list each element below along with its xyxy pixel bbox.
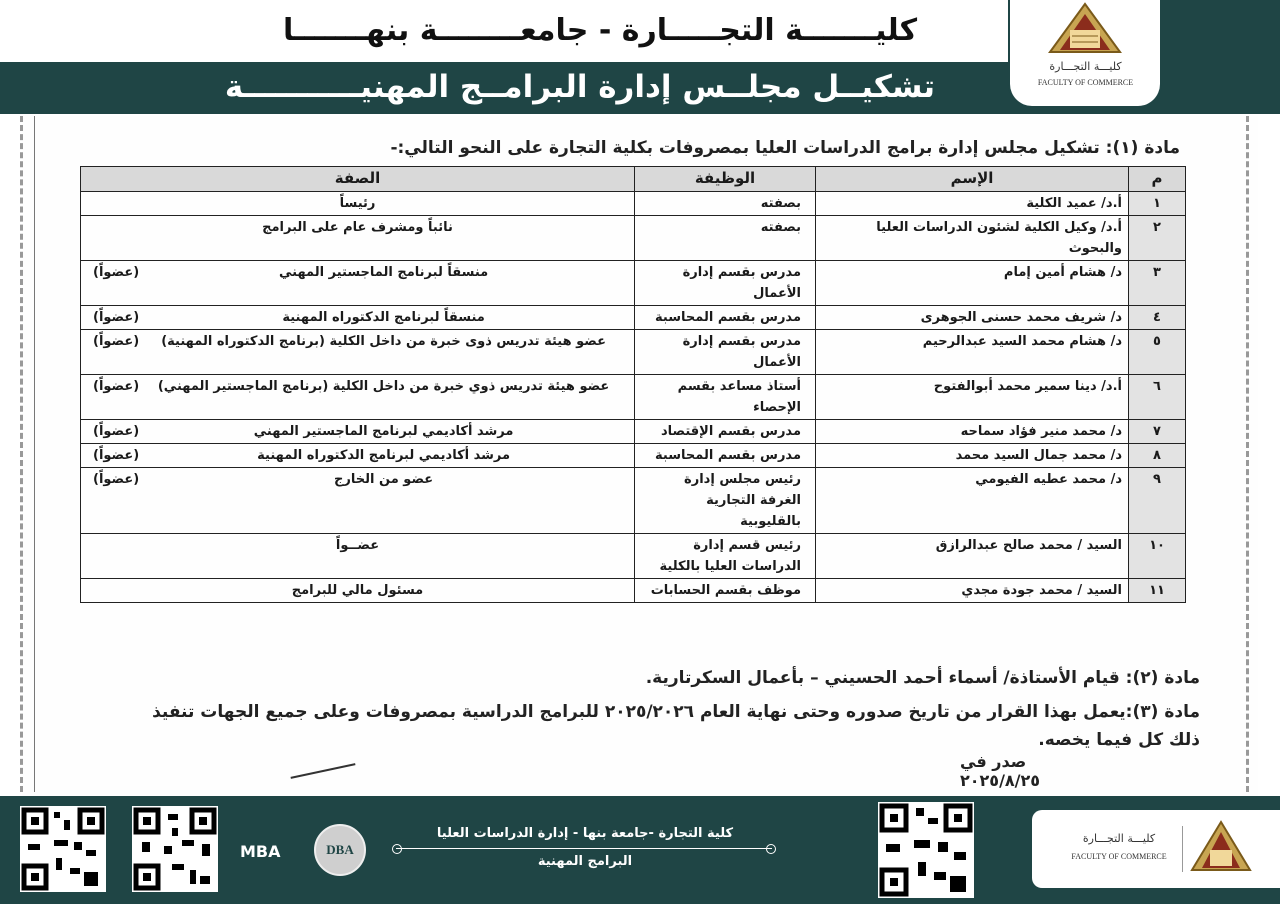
member-note: (عضواً) [93,310,140,325]
university-logo-icon [1010,0,1160,60]
row-index: ١٠ [1129,534,1186,579]
member-name: أ.د/ عميد الكلية [816,192,1129,216]
member-role-text: مسئول مالي للبرامج [291,583,424,598]
board-title: تشكيــل مجلــس إدارة البرامــج المهنيـــــــــــة [224,69,936,105]
member-role-text: عضو هيئة تدريس ذوي خبرة من داخل الكلية (برنامج الماجستير المهني) [157,379,610,394]
member-role-text: عضــواً [335,538,380,553]
col-name-header: الإسم [816,167,1129,192]
table-row [81,330,1186,375]
member-job: بصفته [635,192,816,216]
table-row [81,468,1186,534]
row-index: ٥ [1129,330,1186,375]
logo-card [1010,0,1160,106]
member-name: د/ محمد عطيه الفيومي [816,468,1129,534]
footer-card-separator [1182,826,1183,872]
member-job: مدرس بقسم الإقتصاد [635,420,816,444]
row-index: ١١ [1129,579,1186,603]
row-index: ٢ [1129,216,1186,261]
col-job-header: الوظيفة [635,167,816,192]
row-index: ٣ [1129,261,1186,306]
member-job: مدرس بقسم المحاسبة [635,306,816,330]
table-row [81,216,1186,261]
member-job: موظف بقسم الحسابات [635,579,816,603]
member-name: د/ محمد منير فؤاد سماحه [816,420,1129,444]
member-role [81,468,635,534]
paper-edge-left [20,116,23,792]
row-index: ١ [1129,192,1186,216]
article-3: مادة (٣):يعمل بهذا القرار من تاريخ صدوره وحتى نهاية العام ٢٠٢٥/٢٠٢٦ للبرامج الدراسية بمصروفات وعلى جميع الجهات تنفيذ ذلك كل فيما يخصه. [152,702,1200,750]
col-index-header: م [1129,167,1186,192]
member-role-text: منسقاً لبرنامج الدكتوراه المهنية [282,310,485,325]
member-job: بصفته [635,216,816,261]
document-margin-line [34,116,35,792]
member-name: د/ شريف محمد حسنى الجوهرى [816,306,1129,330]
logo-caption-arabic: كليـــة التجـــارة [1049,60,1122,73]
member-role [81,261,635,306]
table-row [81,420,1186,444]
member-job: مدرس بقسم إدارة الأعمال [635,330,816,375]
member-role [81,216,635,261]
article-1-intro: مادة (١): تشكيل مجلس إدارة برامج الدراسات العليا بمصروفات بكلية التجارة على النحو التالي:- [390,138,1180,158]
member-note: (عضواً) [93,379,140,394]
article-2: مادة (٢): قيام الأستاذة/ أسماء أحمد الحسيني – بأعمال السكرتارية. [645,668,1200,688]
member-role [81,579,635,603]
row-index: ٦ [1129,375,1186,420]
member-role-text: رئيساً [339,196,376,211]
member-job: رئيس مجلس إدارة الغرفة التجارية بالقليوبية [635,468,816,534]
footer-program: البرامج المهنية [537,854,633,869]
footer-logo-caption-arabic: كليـــة التجـــارة [1082,832,1156,845]
footer-divider [396,848,772,849]
university-logo-icon [1188,818,1254,876]
member-job: مدرس بقسم إدارة الأعمال [635,261,816,306]
table-row [81,375,1186,420]
divider-dot-icon [392,844,402,854]
member-name: د/ هشام محمد السيد عبدالرحيم [816,330,1129,375]
member-name: السيد / محمد جودة مجدي [816,579,1129,603]
member-role-text: منسقاً لبرنامج الماجستير المهني [279,265,489,280]
table-row [81,534,1186,579]
table-row [81,192,1186,216]
member-name: د/ هشام أمين إمام [816,261,1129,306]
member-role [81,306,635,330]
members-table [80,166,1186,603]
member-job: أستاذ مساعد بقسم الإحصاء [635,375,816,420]
row-index: ٩ [1129,468,1186,534]
qr-code-icon[interactable] [20,806,106,892]
table-row [81,306,1186,330]
member-note: (عضواً) [93,334,140,349]
member-role-text: عضو هيئة تدريس ذوى خبرة من داخل الكلية (برنامج الدكتوراه المهنية) [161,334,606,349]
row-index: ٨ [1129,444,1186,468]
college-title: كليـــــــة التجـــــارة - جامعــــــــة بنهـــــــا [282,13,918,48]
member-role [81,420,635,444]
member-job: مدرس بقسم المحاسبة [635,444,816,468]
header-corner-band [1160,0,1280,62]
member-name: السيد / محمد صالح عبدالرازق [816,534,1129,579]
member-name: أ.د/ دينا سمير محمد أبوالفتوح [816,375,1129,420]
col-role-header: الصفة [81,167,635,192]
member-role [81,375,635,420]
table-row [81,444,1186,468]
row-index: ٤ [1129,306,1186,330]
member-job: رئيس قسم إدارة الدراسات العليا بالكلية [635,534,816,579]
qr-code-icon[interactable] [878,802,974,898]
member-note: (عضواً) [93,448,140,463]
table-row [81,579,1186,603]
member-note: (عضواً) [93,424,140,439]
member-role [81,192,635,216]
member-role [81,330,635,375]
member-note: (عضواً) [93,472,140,487]
member-role-text: نائباً ومشرف عام على البرامج [262,220,453,235]
member-name: د/ محمد جمال السيد محمد [816,444,1129,468]
dba-badge: DBA [314,824,366,876]
mba-label: MBA [240,842,281,861]
member-note: (عضواً) [93,265,140,280]
row-index: ٧ [1129,420,1186,444]
members-table-body [81,192,1186,603]
issue-date: صدر في ٢٠٢٥/٨/٢٥ [960,752,1041,790]
table-row [81,261,1186,306]
logo-caption-english: FACULTY OF COMMERCE [1037,78,1134,87]
footer-logo-caption-english: FACULTY OF COMMERCE [1071,852,1167,861]
table-header-row [81,167,1186,192]
qr-code-icon[interactable] [132,806,218,892]
divider-dot-icon [766,844,776,854]
member-role-text: عضو من الخارج [334,472,434,487]
member-role [81,534,635,579]
member-name: أ.د/ وكيل الكلية لشئون الدراسات العليا والبحوث [816,216,1129,261]
member-role [81,444,635,468]
footer-address: كلية التجارة -جامعة بنها - إدارة الدراسات العليا [436,826,734,841]
paper-edge-right [1246,116,1249,792]
member-role-text: مرشد أكاديمي لبرنامج الماجستير المهني [253,424,514,439]
member-role-text: مرشد أكاديمي لبرنامج الدكتوراه المهنية [257,448,511,463]
